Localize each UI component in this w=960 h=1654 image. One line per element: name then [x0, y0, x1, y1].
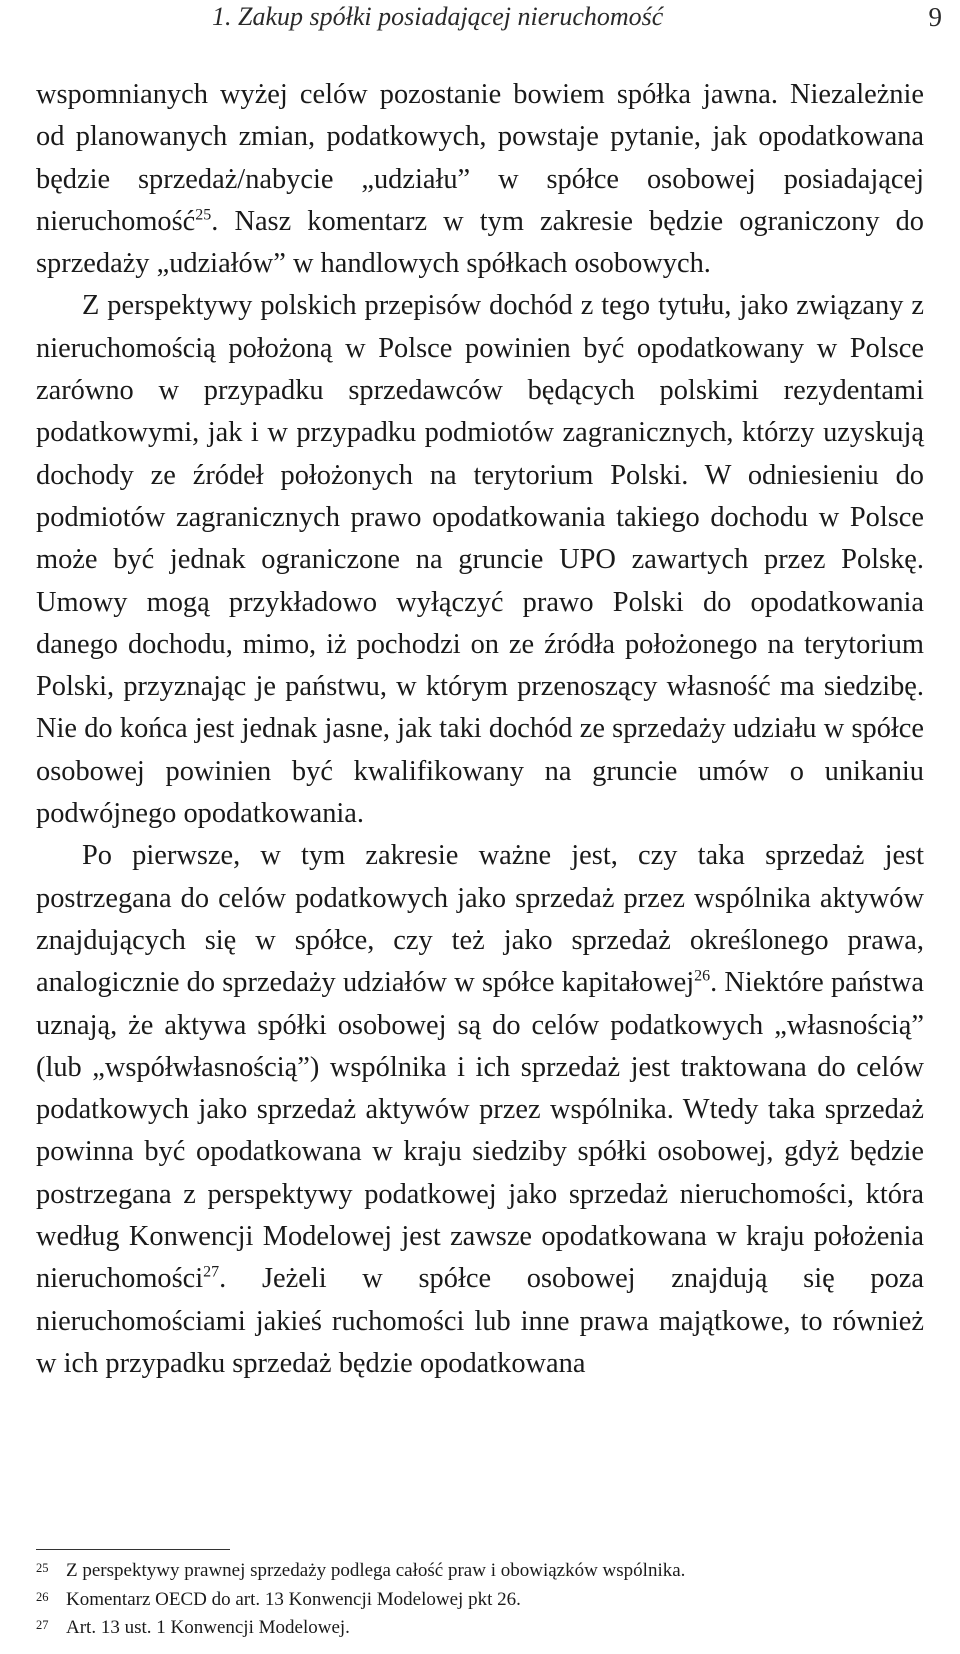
footnotes [36, 1557, 924, 1643]
paragraph-2 [36, 285, 924, 835]
paragraph-text: Z perspektywy polskich przepisów dochód z tego tytułu, jako związany z nieruchomością położoną w Polsce powinien być opodatkowany w Polsce zarówno w przypadku sprzedawców będących polskimi rezydentami podatkowymi, jak i w przypadku podmiotów zagranicznych, którzy uzyskują dochody ze źródeł położonych na terytorium Polski. W odniesieniu do podmiotów zagranicznych prawo opodatkowania takiego dochodu w Polsce może być jednak ograniczone na gruncie UPO zawartych przez Polskę. Umowy mogą przykładowo wyłączyć prawo Polski do opodatkowania danego dochodu, mimo, iż pochodzi on ze źródła położonego na terytorium Polski, przyznając je państwu, w którym przenoszący własność ma siedzibę. Nie do końca jest jednak jasne, jak taki dochód ze sprzedaży udziału w spółce osobowej powinien być kwalifikowany na gruncie umów o unikaniu podwójnego opodatkowania. [36, 290, 924, 830]
footnote-text: Z perspektywy prawnej sprzedaży podlega całość praw i obowiązków wspólnika. [66, 1560, 686, 1581]
paragraph-text: . Niektóre państwa uznają, że aktywa spółki osobowej są do celów podatkowych „własnością” (lub „współwłasnością”) wspólnika i ich sprzedaż jest traktowana do celów podatkowych jako sprzedaż aktywów przez wspólnika. Wtedy taka sprzedaż powinna być opodatkowana w kraju siedziby spółki osobowej, gdyż będzie postrzegana z perspektywy podatkowej jako sprzedaż nieruchomości, która według Konwencji Modelowej jest zawsze opodatkowana w kraju położenia nieruchomości [36, 967, 924, 1295]
footnote-25 [36, 1557, 924, 1586]
paragraph-text: wspomnianych wyżej celów pozostanie bowiem spółka jawna. Niezależnie od planowanych zmian, podatkowych, powstaje pytanie, jak opodatkowana będzie sprzedaż/nabycie „udziału” w spółce osobowej posiadającej nieruchomość [36, 79, 924, 237]
footnote-ref-27[interactable]: 27 [203, 1263, 220, 1281]
paragraph-1 [36, 74, 924, 285]
footnote-ref-26[interactable]: 26 [694, 967, 711, 985]
paragraph-text: Po pierwsze, w tym zakresie ważne jest, czy taka sprzedaż jest postrzegana do celów podatkowych jako sprzedaż przez wspólnika aktywów znajdujących się w spółce, czy też jako sprzedaż określonego prawa, analogicznie do sprzedaży udziałów w spółce kapitałowej [36, 840, 924, 999]
running-header [0, 0, 960, 40]
chapter-title: 1. Zakup spółki posiadającej nieruchomość [212, 2, 664, 31]
paragraph-3 [36, 835, 924, 1385]
footnote-ref-25[interactable]: 25 [195, 206, 212, 224]
footnote-separator [36, 1549, 230, 1550]
footnote-text: Art. 13 ust. 1 Konwencji Modelowej. [66, 1617, 350, 1638]
footnote-number: 26 [36, 1589, 49, 1604]
footnote-text: Komentarz OECD do art. 13 Konwencji Modelowej pkt 26. [66, 1588, 521, 1610]
body-text [36, 74, 924, 1385]
footnote-number: 27 [36, 1618, 49, 1632]
footnote-27 [36, 1614, 924, 1643]
paragraph-text: . Jeżeli w spółce osobowej znajdują się poza nieruchomościami jakieś ruchomości lub inne prawa majątkowe, to również w ich przypadku sprzedaż będzie opodatkowana [36, 1263, 924, 1379]
paragraph-text: . Nasz komentarz w tym zakresie będzie ograniczony do sprzedaży „udziałów” w handlowych spółkach osobowych. [36, 205, 924, 280]
page-number: 9 [928, 2, 942, 32]
footnote-number: 25 [36, 1561, 49, 1575]
footnote-26 [36, 1586, 924, 1615]
